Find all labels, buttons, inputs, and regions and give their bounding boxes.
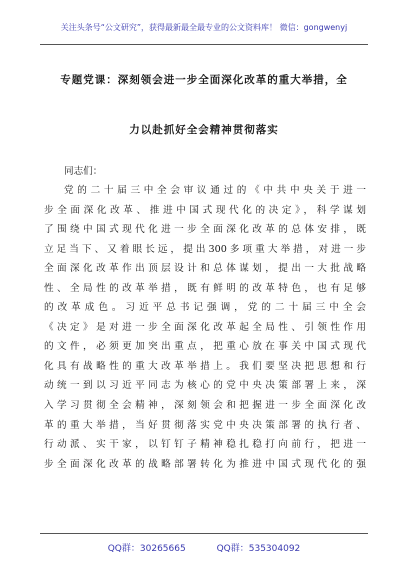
body-line: 步全面深化改革的战略部署转化为推进中国式现代化的强 (44, 458, 366, 470)
header-promo-text: 关注头条号“公文研究”，获得最新最全最专业的公文资料库！ 微信：gongwenyj (60, 23, 348, 32)
body-line: 立足当下、又着眼长远，提出300多项重大举措，对进一步 (44, 243, 366, 255)
footer-contact (40, 541, 368, 554)
body-line: 化具有战略性的重大改革举措上。我们要坚决把思想和行 (44, 360, 366, 372)
footer-qq-group-2: QQ群：535304092 (216, 544, 301, 554)
body-line: 全面深化改革作出顶层设计和总体谋划，提出一大批战略 (44, 263, 366, 275)
body-line: 行动派、实干家，以钉钉子精神稳扎稳打向前行，把进一 (44, 439, 366, 451)
document-title-line-2: 力以赴抓好全会精神贯彻落实 (129, 124, 279, 136)
body-paragraph (44, 181, 366, 474)
body-line: 性、全局性的改革举措，既有鲜明的改革特色，也有足够 (44, 282, 366, 294)
salutation: 同志们： (64, 166, 103, 177)
document-title-line-1: 专题党课：深刻领会进一步全面深化改革的重大举措，全 (60, 74, 348, 86)
body-line: 的改革成色。习近平总书记强调，党的二十届三中全会 (44, 302, 366, 314)
body-line: 了围绕中国式现代化进一步全面深化改革的总体安排，既 (44, 224, 366, 236)
body-line: 动统一到以习近平同志为核心的党中央决策部署上来，深 (44, 380, 366, 392)
body-line: 革的重大举措，当好贯彻落实党中央决策部署的执行者、 (44, 419, 366, 431)
body-line: 步全面深化改革、推进中国式现代化的决定》，科学谋划 (44, 204, 366, 216)
header-divider (40, 44, 368, 45)
body-line: 《决定》是对进一步全面深化改革起全局性、引领性作用 (44, 321, 366, 333)
body-line: 入学习贯彻全会精神，深刻领会和把握进一步全面深化改 (44, 400, 366, 412)
body-line: 党的二十届三中全会审议通过的《中共中央关于进一 (64, 185, 366, 196)
body-line: 的文件，必须更加突出重点，把重心放在事关中国式现代 (44, 341, 366, 353)
footer-divider (40, 533, 368, 534)
footer-qq-group-1: QQ群：30265665 (107, 544, 186, 554)
